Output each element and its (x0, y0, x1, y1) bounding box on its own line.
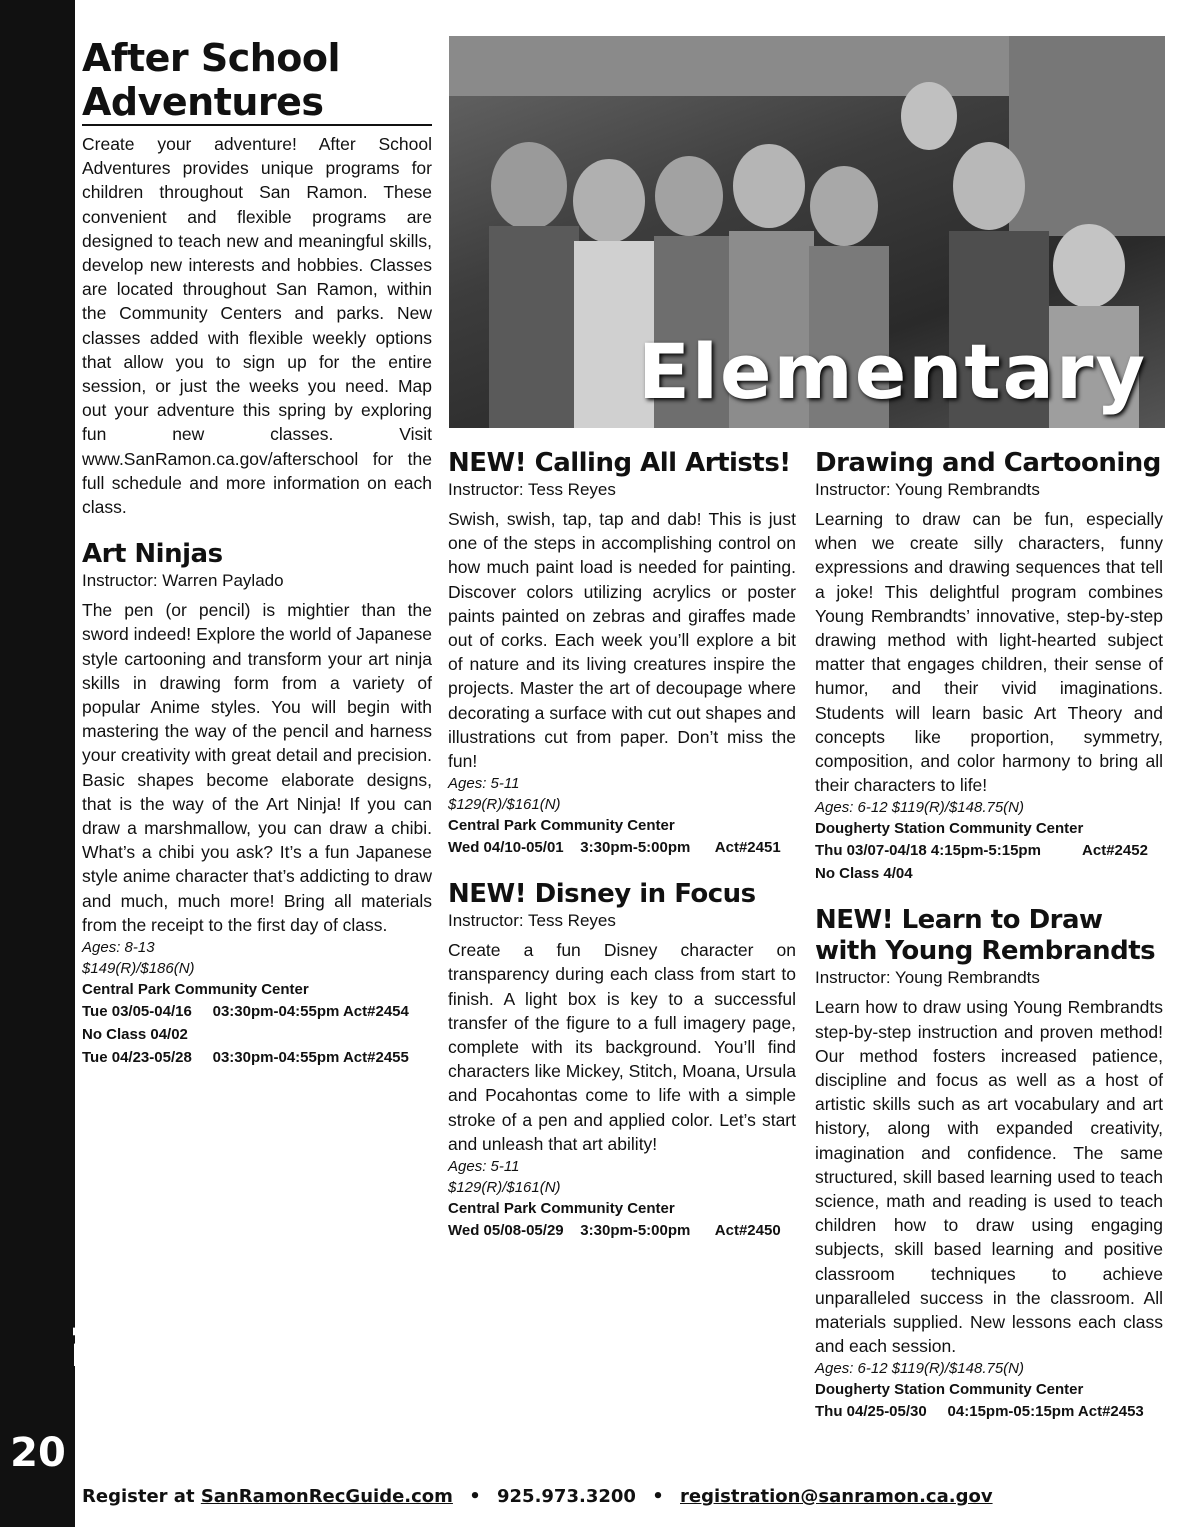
photo-overlay-title: Elementary (638, 327, 1147, 416)
class-ages: Ages: 8-13 (82, 939, 155, 957)
class-location: Central Park Community Center (82, 981, 309, 999)
class-location: Central Park Community Center (448, 817, 675, 835)
class-schedule: Thu 04/25-05/30 04:15pm-05:15pm Act#2453 (815, 1403, 1144, 1421)
class-schedule-note: No Class 04/02 (82, 1026, 188, 1044)
page-title (82, 36, 432, 126)
class-price: $129(R)/$161(N) (448, 1179, 561, 1197)
class-schedule: Thu 03/07-04/18 4:15pm-5:15pm Act#2452 (815, 842, 1148, 860)
class-instructor: Instructor: Young Rembrandts (815, 968, 1040, 988)
class-ages: Ages: 5-11 (448, 775, 520, 793)
class-instructor: Instructor: Warren Paylado (82, 571, 284, 591)
class-title: NEW! Calling All Artists! (448, 448, 791, 478)
page-number: 20 (10, 1430, 66, 1476)
hero-photo (449, 36, 1165, 428)
phone-number: 925.973.3200 (497, 1486, 636, 1507)
class-location: Dougherty Station Community Center (815, 820, 1084, 838)
class-learn-to-draw (815, 905, 1163, 1423)
class-location: Central Park Community Center (448, 1200, 675, 1218)
register-label: Register at (82, 1486, 195, 1507)
page-title-line2: Adventures (82, 80, 432, 126)
class-schedule: Tue 03/05-04/16 03:30pm-04:55pm Act#2454 (82, 1003, 409, 1021)
class-instructor: Instructor: Young Rembrandts (815, 480, 1040, 499)
class-title: NEW! Learn to Draw with Young Rembrandts (815, 905, 1156, 967)
class-description: Learn how to draw using Young Rembrandts step-by-step instruction and proven method! Our method fosters increased patience, discipline and focus as well as a host of artistic skills such as art vocabulary and art history, along with expanded creativity, imagination and confidence. The same structured, skill based learning used to teach science, math and reading is used to teach children how to draw using engaging subjects, skill based learning and positive classroom techniques to achieve unparalleled success in the classroom. All materials supplied. New lessons each class and each session. (815, 997, 1163, 1357)
middle-column (448, 448, 796, 1242)
class-calling-all-artists (448, 448, 796, 859)
separator: • (652, 1486, 664, 1507)
section-title: Elementary (66, 1076, 117, 1370)
class-instructor: Instructor: Tess Reyes (448, 480, 616, 499)
class-instructor: Instructor: Tess Reyes (448, 911, 616, 931)
sidebar (0, 0, 117, 1527)
class-art-ninjas (82, 539, 432, 1069)
separator: • (469, 1486, 481, 1507)
class-ages-price: Ages: 6-12 $119(R)/$148.75(N) (815, 799, 1025, 817)
class-price: $129(R)/$161(N) (448, 796, 561, 814)
class-ages: Ages: 5-11 (448, 1158, 520, 1176)
class-description: Create a fun Disney character on transparency during each class from start to finish. A light box is key to a successful transfer of the figure to a full imagery page, complete with its background. You’ll find characters like Mickey, Stitch, Moana, Ursula and Pocahontas come to life with a simple stroke of a pen and applied color. Let’s start and unleash that art ability! (448, 940, 796, 1154)
class-description: Learning to draw can be fun, especially when we create silly characters, funny expressions and drawing sequences that tell a joke! This delightful program combines Young Rembrandts’ innovative, step-by-step drawing method with light-hearted subject matter that engages children, their sense of humor, and their vivid imaginations. Students will learn basic Art Theory and concepts like proportion, symmetry, composition, and color harmony to bring all their characters to life! (815, 509, 1163, 796)
class-ages-price: Ages: 6-12 $119(R)/$148.75(N) (815, 1360, 1025, 1378)
class-schedule: Wed 04/10-05/01 3:30pm-5:00pm Act#2451 (448, 839, 781, 857)
class-schedule: Tue 04/23-05/28 03:30pm-04:55pm Act#2455 (82, 1049, 409, 1067)
class-schedule-note: No Class 4/04 (815, 865, 913, 883)
footer (82, 1486, 1172, 1507)
intro-text: Create your adventure! After School Adventures provides unique programs for children throughout San Ramon. These convenient and flexible programs are designed to teach new and meaningful skills, develop new interests and hobbies. Classes are located throughout San Ramon, within the Community Centers and parks. New classes added with flexible weekly options that allow you to sign up for the entire session, or just the weeks you need. Map out your adventure this spring by exploring fun new classes. Visit www.SanRamon.ca.gov/afterschool for the full schedule and more information on each class. (82, 134, 432, 518)
page-title-line1: After School (82, 36, 341, 80)
email-link[interactable]: registration@sanramon.ca.gov (680, 1486, 993, 1507)
class-title: Art Ninjas (82, 539, 223, 570)
class-description: The pen (or pencil) is mightier than the sword indeed! Explore the world of Japanese style cartooning and transform your art ninja skills in drawing form from a variety of popular Anime styles. You will begin with mastering the way of the pencil and harness your creativity with great detail and precision. Basic shapes become elaborate designs, that is the way of the Art Ninja! If you can draw a marshmallow, you can draw a chibi. What’s a chibi you ask? It’s a fun Japanese style anime character that’s addicting to draw and much, much more! Bring all materials from the receipt to the first day of class. (82, 600, 432, 935)
class-title: NEW! Disney in Focus (448, 879, 756, 910)
class-description: Swish, swish, tap, tap and dab! This is just one of the steps in accomplishing control on how much paint load is needed for painting. Discover colors utilizing acrylics or poster paints painted on zebras and giraffes made out of corks. Each week you’ll explore a bit of nature and its living creatures inspire the projects. Master the art of decoupage where decorating a surface with cut out shapes and illustrations cut from paper. Don’t miss the fun! (448, 509, 796, 772)
class-location: Dougherty Station Community Center (815, 1381, 1084, 1399)
website-link[interactable]: SanRamonRecGuide.com (200, 1486, 453, 1507)
intro-column (82, 36, 432, 1069)
class-title: Drawing and Cartooning (815, 448, 1161, 478)
class-price: $149(R)/$186(N) (82, 960, 195, 978)
class-schedule: Wed 05/08-05/29 3:30pm-5:00pm Act#2450 (448, 1222, 781, 1240)
class-drawing-and-cartooning (815, 448, 1163, 885)
class-disney-in-focus (448, 879, 796, 1242)
right-column (815, 448, 1163, 1423)
